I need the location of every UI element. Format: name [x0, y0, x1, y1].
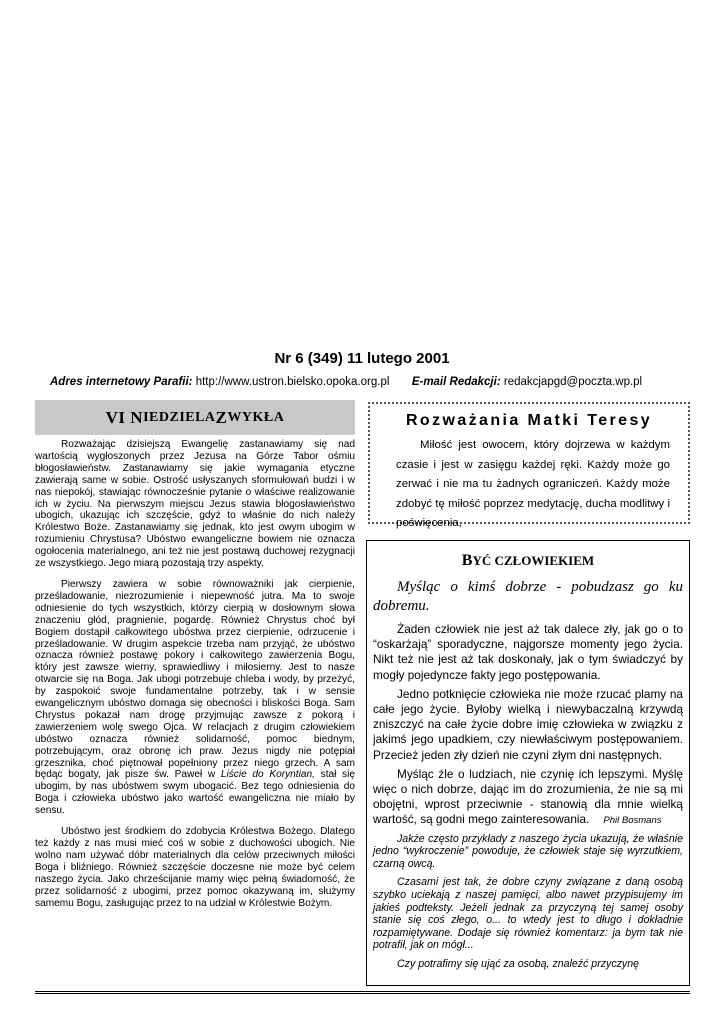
- being-human-body: [373, 622, 683, 829]
- commentary-paragraph-2: Czasami jest tak, że dobre czyny związane z daną osobą szybko uciekają z naszej pamięci, albo nawet przypisujemy im jakieś podteksty. Jeżeli jednak za przyczyną tej samej osoby stanie się coś złego, o... to wtedy jest to długo i dokładnie rozpamiętywane. Dodaje się również komentarz: ja bym tak nie potrafił, jak on mógł...: [373, 876, 683, 952]
- email-address[interactable]: redakcjapgd@poczta.wp.pl: [503, 376, 643, 388]
- author-credit: Phil Bosmans: [603, 815, 662, 827]
- website-label: Adres internetowy Parafii:: [50, 376, 193, 388]
- being-human-lead: Myśląc o kimś dobrze - pobudzasz go ku dobremu.: [373, 579, 683, 614]
- teresa-title: Rozważania Matki Teresy: [405, 412, 653, 429]
- human-paragraph-2: Jedno potknięcie człowieka nie może rzucać plamy na całe jego życie. Byłoby wielką i niewybaczalną krzywdą zniszczyć na całe życie dobre imię człowieka w związku z jakimś jego upadkiem, czy niewłaściwym postępowaniem. Przecież jeden zły dzień nie czyni złym dni następnych.: [373, 686, 683, 762]
- address-line: [50, 376, 690, 388]
- sunday-article: [35, 400, 355, 909]
- website-url[interactable]: http://www.ustron.bielsko.opoka.org.pl: [195, 376, 390, 388]
- commentary-paragraph-1: Jakże często przykłady z naszego życia ukazują, że właśnie jedno “wykroczenie” powoduje, że człowiek staje się wyrzutkiem, czarną owcą.: [373, 832, 683, 870]
- issue-title: Nr 6 (349) 11 lutego 2001: [274, 350, 450, 367]
- human-paragraph-3: Myśląc źle o ludziach, nie czynię ich lepszymi. Myślę więc o nich dobrze, dając im do zrozumienia, że nie są mi obojętni, wprost przeciwnie - stanowią dla mnie wielką wartość, są godni mego zainteresowania. Phil Bosmans: [373, 766, 683, 827]
- sunday-paragraph-3: Ubóstwo jest środkiem do zdobycia Królestwa Bożego. Dlatego też każdy z nas musi mieć coś w sobie z duchowości ubogich. Nie wolno nam używać dóbr materialnych dla celów przeciwnych miłości Boga i bliźniego. Również szczęście doczesne nie może być celem naszego życia. Jako chrześcijanie mamy więc pełną świadomość, że przez solidarność z ubogimi, przez pomoc okazywaną im, służymy samemu Bogu, zasługując przez to na udział w Królestwie Bożym.: [35, 826, 355, 909]
- being-human-box: [366, 540, 690, 986]
- teresa-text: Miłość jest owocem, który dojrzewa w każdym czasie i jest w zasięgu każdej ręki. Każdy może go zerwać i nie ma tu żadnych ograniczeń. Każdy może zdobyć tę miłość poprzez medytację, ducha modlitwy i poświęcenia,: [396, 439, 670, 529]
- sunday-paragraph-1: Rozważając dzisiejszą Ewangelię zastanawiamy się nad wartością wygłoszonych przez Jezusa na Górze Tabor ośmiu błogosławieństw. Zastanawiamy się jakie wymagania etyczne zawierają same w sobie. Ostrość usłyszanych sformułowań budzi i w nas niepokój, stawiając równocześnie pytanie o właściwe realizowanie ich w życiu. Na pierwszym miejscu Jezus stawia błogosławieństwo ubogich, ukazując ich szczęście, gdyż to właśnie do nich należy Królestwo Boże. Zastanawiamy się jednak, kto jest owym ubogim w rozumieniu Chrystusa? Ubóstwo ewangeliczne bowiem nie oznacza ogołocenia materialnego, ani też nie jest postawą duchowej rezygnacji ze wszystkiego. Jego miarą pozostają trzy aspekty.: [35, 439, 355, 570]
- bottom-divider: [35, 991, 690, 994]
- human-paragraph-1: Żaden człowiek nie jest aż tak dalece zły, jak go o to “oskarżają” sporadyczne, najgorsze momenty jego życia. Nikt też nie jest aż tak doskonały, jak o tym świadczyć by mogły pojedyncze fakty jego postępowania.: [373, 622, 683, 682]
- sunday-paragraph-2: Pierwszy zawiera w sobie równoważniki jak cierpienie, prześladowanie, niezrozumienie i niepewność jutra. Ma to swoje odniesienie do tych wszystkich, którzy cierpią w dosłownym słowa znaczeniu głód, pragnienie, pogardę. Również Chrystus choć był Bogiem dostąpił całkowitego ubóstwa przez cierpienie, odrzucenie i prześladowanie. W drugim aspekcie trzeba nam przyjąć, że ubóstwo oznacza również postawę pokory i całkowitego zawierzenia Bogu, który jest zawsze wierny, sprawiedliwy i miłosierny. Jest to nasze otwarcie się na Boga. Jak ubogi potrzebuje chleba i wody, by przeżyć, by zaspokoić swoje fundamentalne potrzeby, tak i w sensie ewangelicznym ubóstwo domaga się obecności i bliskości Boga. Sam Chrystus pokazał nam drogę przyjmując zawsze z pokorą i zawierzeniem wolę swego Ojca. W relacjach z drugim człowiekiem ubóstwo oznacza również solidarność, pomoc biednym, potrzebującym, oraz obronę ich praw. Jezus nigdy nie potępiał grzesznika, choć piętnował popełniony przez niego grzech. A sam będąc bogaty, jak pisze św. Paweł w Liście do Koryntian, stał się ubogim, by nas ubóstwem swym ubogacić. Bez tego odniesienia do Boga i człowieka ubóstwo jako wartość ewangeliczna nie miało by sensu.: [35, 578, 355, 817]
- commentary-paragraph-3: Czy potrafimy się ująć za osobą, znaleźć przyczynę: [397, 957, 639, 970]
- sunday-text: [35, 439, 355, 909]
- being-human-title: BYĆ CZŁOWIEKIEM: [461, 552, 595, 569]
- sunday-title: VI N IEDZIELA Z WYKŁA: [35, 400, 355, 435]
- being-human-commentary: [373, 833, 683, 971]
- email-label: E-mail Redakcji:: [411, 376, 501, 388]
- teresa-reflections-box: [368, 402, 690, 529]
